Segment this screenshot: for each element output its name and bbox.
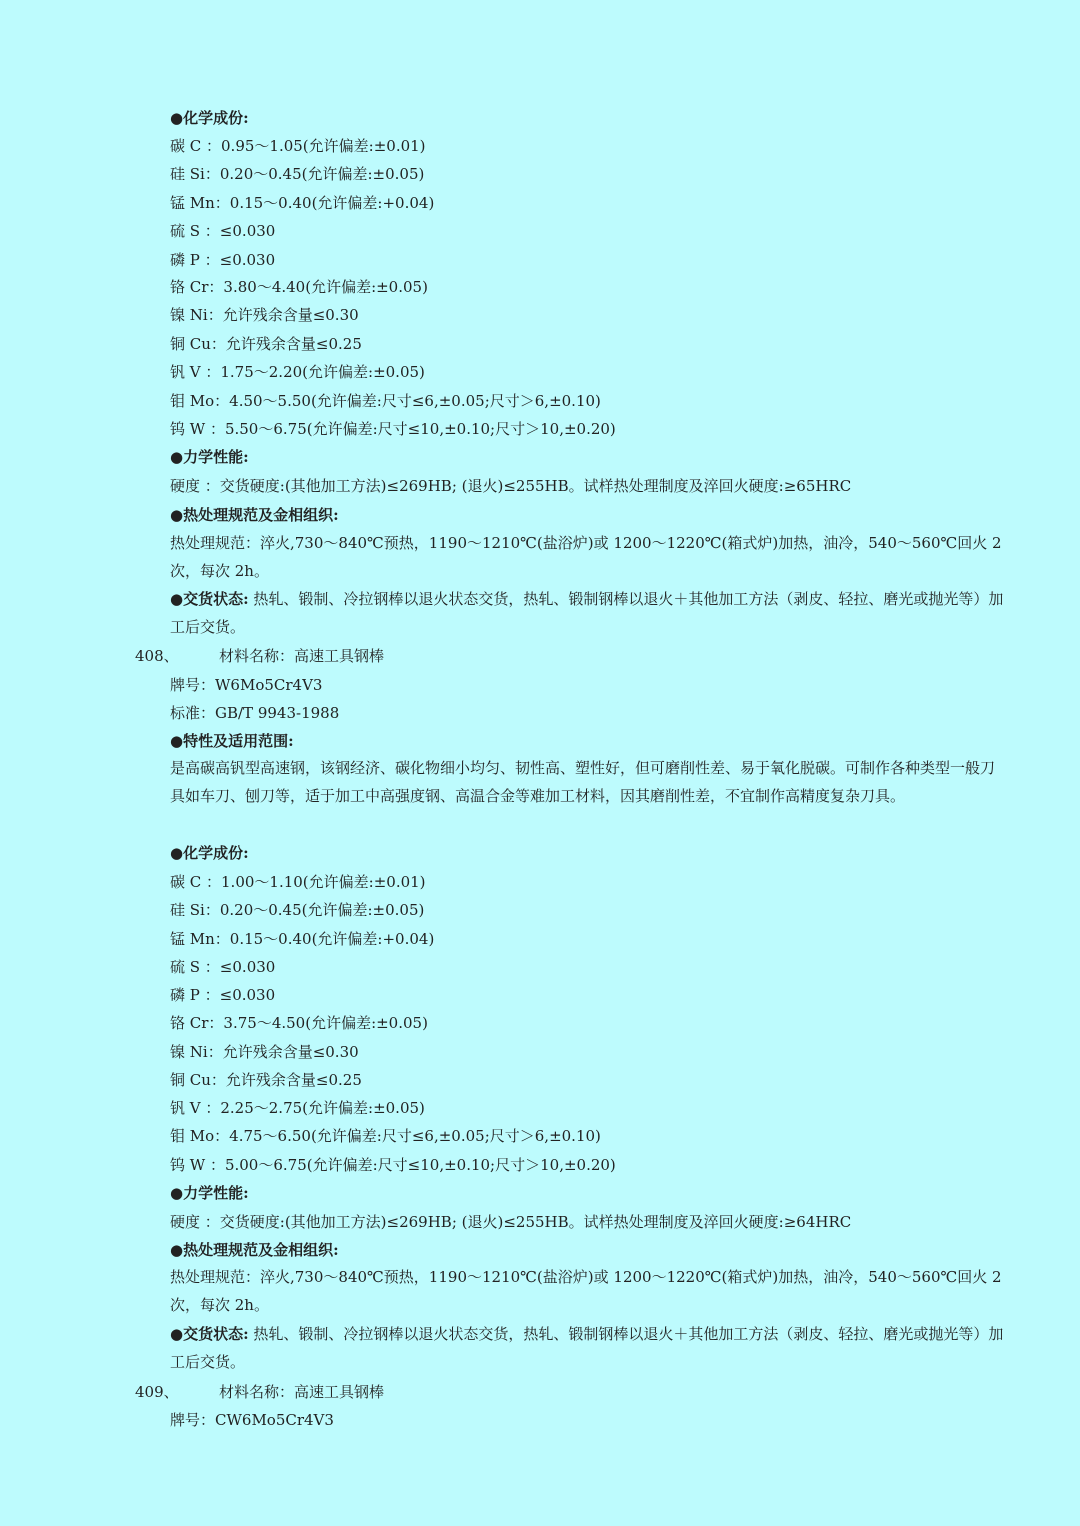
chem-nickel: 镍 Ni：允许残余含量≤0.30 bbox=[170, 306, 359, 324]
material-name: 材料名称：高速工具钢棒 bbox=[219, 1383, 385, 1401]
features-text: 是高碳高钒型高速钢，该钢经济、碳化物细小均匀、韧性高、塑性好，但可磨削性差、易于氧化脱碳。可制作各种类型一般刀具如车刀、刨刀等，适于加工中高强度钢、高温合金等难加工材料，因其磨削性差，不宜制作高精度复杂刀具。 bbox=[170, 759, 996, 805]
mech-hardness: 硬度 ：交货硬度:(其他加工方法)≤269HB; (退火)≤255HB。试样热处理制度及淬回火硬度:≥65HRC bbox=[170, 477, 852, 495]
delivery-paragraph bbox=[170, 585, 1004, 641]
chem-manganese: 锰 Mn：0.15～0.40(允许偏差:+0.04) bbox=[170, 930, 435, 948]
delivery-text: 热轧、锻制、冷拉钢棒以退火状态交货，热轧、锻制钢棒以退火＋其他加工方法（剥皮、轻拉、磨光或抛光等）加工后交货。 bbox=[170, 590, 1004, 636]
chem-phosphorus: 磷 P ：≤0.030 bbox=[170, 251, 276, 269]
mech-hardness: 硬度 ：交货硬度:(其他加工方法)≤269HB; (退火)≤255HB。试样热处理制度及淬回火硬度:≥64HRC bbox=[170, 1213, 852, 1231]
delivery-label: ●交货状态: bbox=[170, 590, 249, 608]
chem-silicon: 硅 Si：0.20～0.45(允许偏差:±0.05) bbox=[170, 165, 425, 183]
delivery-label: ●交货状态: bbox=[170, 1325, 249, 1343]
chem-chromium: 铬 Cr：3.80～4.40(允许偏差:±0.05) bbox=[170, 278, 428, 296]
chem-copper: 铜 Cu：允许残余含量≤0.25 bbox=[170, 335, 362, 353]
item-408-grade: 牌号：W6Mo5Cr4V3 bbox=[170, 676, 323, 694]
material-name: 材料名称：高速工具钢棒 bbox=[219, 647, 385, 665]
chem-sulfur: 硫 S ：≤0.030 bbox=[170, 222, 276, 240]
chem-manganese: 锰 Mn：0.15～0.40(允许偏差:+0.04) bbox=[170, 194, 435, 212]
mech-heading: ●力学性能: bbox=[170, 448, 249, 466]
chem-carbon: 碳 C ：1.00～1.10(允许偏差:±0.01) bbox=[170, 873, 426, 891]
item-409-grade: 牌号：CW6Mo5Cr4V3 bbox=[170, 1411, 334, 1429]
chem-molybdenum: 钼 Mo：4.50～5.50(允许偏差:尺寸≤6,±0.05;尺寸＞6,±0.10) bbox=[170, 392, 601, 410]
chem-copper: 铜 Cu：允许残余含量≤0.25 bbox=[170, 1071, 362, 1089]
chem-molybdenum: 钼 Mo：4.75～6.50(允许偏差:尺寸≤6,±0.05;尺寸＞6,±0.10) bbox=[170, 1127, 601, 1145]
mech-heading: ●力学性能: bbox=[170, 1184, 249, 1202]
item-number: 408、 bbox=[135, 647, 179, 665]
heat-treatment-text: 热处理规范：淬火,730～840℃预热，1190～1210℃(盐浴炉)或 1200～1220℃(箱式炉)加热，油冷，540～560℃回火 2次，每次 2h。 bbox=[170, 1268, 1002, 1314]
chem-phosphorus: 磷 P ：≤0.030 bbox=[170, 986, 276, 1004]
item-408-title bbox=[135, 646, 1004, 666]
chem-silicon: 硅 Si：0.20～0.45(允许偏差:±0.05) bbox=[170, 901, 425, 919]
chem-chromium: 铬 Cr：3.75～4.50(允许偏差:±0.05) bbox=[170, 1014, 428, 1032]
chem-heading: ●化学成份: bbox=[170, 109, 249, 127]
chem-sulfur: 硫 S ：≤0.030 bbox=[170, 958, 276, 976]
chem-carbon: 碳 C ：0.95～1.05(允许偏差:±0.01) bbox=[170, 137, 426, 155]
delivery-paragraph bbox=[170, 1320, 1004, 1376]
item-408-standard: 标准：GB/T 9943-1988 bbox=[170, 704, 340, 722]
chem-tungsten: 钨 W ：5.50～6.75(允许偏差:尺寸≤10,±0.10;尺寸＞10,±0.20) bbox=[170, 420, 616, 438]
features-heading: ●特性及适用范围: bbox=[170, 732, 294, 750]
item-number: 409、 bbox=[135, 1383, 179, 1401]
heat-treatment-text: 热处理规范：淬火,730～840℃预热，1190～1210℃(盐浴炉)或 1200～1220℃(箱式炉)加热，油冷，540～560℃回火 2次，每次 2h。 bbox=[170, 534, 1002, 580]
item-409-title bbox=[135, 1382, 1004, 1402]
heat-heading: ●热处理规范及金相组织: bbox=[170, 506, 339, 524]
chem-vanadium: 钒 V ：2.25～2.75(允许偏差:±0.05) bbox=[170, 1099, 425, 1117]
chem-tungsten: 钨 W ：5.00～6.75(允许偏差:尺寸≤10,±0.10;尺寸＞10,±0.20) bbox=[170, 1156, 616, 1174]
chem-vanadium: 钒 V ：1.75～2.20(允许偏差:±0.05) bbox=[170, 363, 425, 381]
delivery-text: 热轧、锻制、冷拉钢棒以退火状态交货，热轧、锻制钢棒以退火＋其他加工方法（剥皮、轻拉、磨光或抛光等）加工后交货。 bbox=[170, 1325, 1004, 1371]
heat-heading: ●热处理规范及金相组织: bbox=[170, 1241, 339, 1259]
chem-nickel: 镍 Ni：允许残余含量≤0.30 bbox=[170, 1043, 359, 1061]
chem-heading: ●化学成份: bbox=[170, 844, 249, 862]
